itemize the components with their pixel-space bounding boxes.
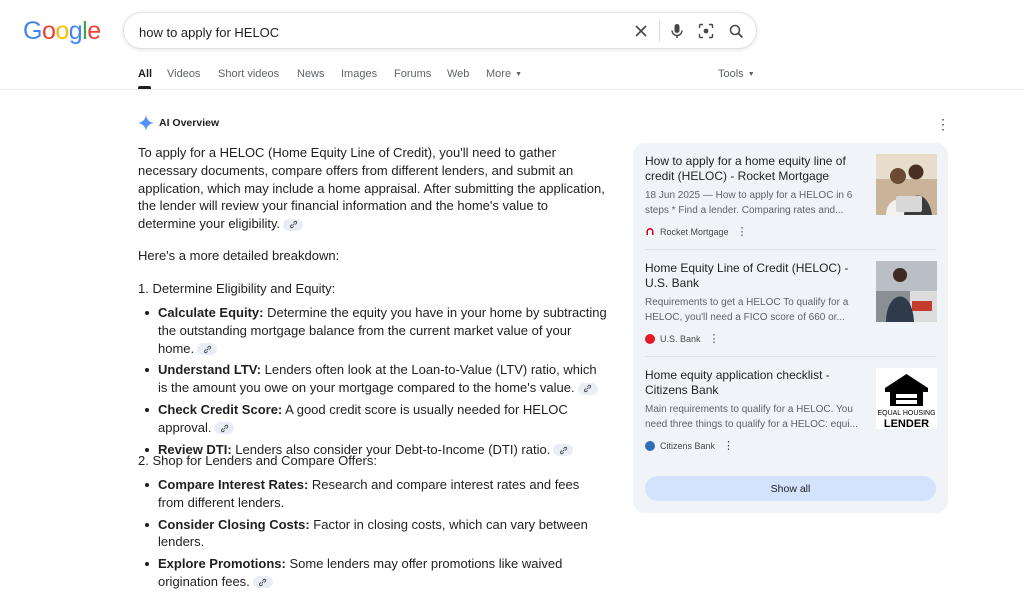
source-card-source (645, 439, 734, 452)
section-heading: 1. Determine Eligibility and Equity: (138, 281, 336, 296)
list-item-text: Determine the equity you have in your home by subtracting the outstanding mortgage balance from the current market value of your home. (158, 305, 607, 356)
more-options-icon[interactable]: ⋮ (736, 226, 748, 238)
section-2-list (138, 476, 608, 595)
rocket-mortgage-favicon (645, 227, 655, 237)
logo-letter: e (87, 17, 101, 45)
sources-panel (633, 143, 948, 513)
source-name: Citizens Bank (660, 440, 716, 451)
section-heading: 2. Shop for Lenders and Compare Offers: (138, 453, 377, 468)
google-logo[interactable] (23, 17, 101, 45)
logo-letter: l (82, 17, 88, 45)
show-all-button[interactable]: Show all (645, 476, 936, 501)
logo-letter: o (55, 17, 69, 45)
search-box[interactable] (123, 12, 757, 49)
source-card-snippet: Requirements to get a HELOC To qualify for a HELOC, you'll need a FICO score of 660 or... (645, 297, 849, 323)
link-icon[interactable] (553, 444, 573, 456)
more-options-icon[interactable]: ⋮ (723, 440, 735, 452)
logo-letter: g (68, 17, 83, 45)
tab-news[interactable]: News (297, 68, 325, 80)
search-divider (659, 21, 660, 42)
source-card-title[interactable]: Home equity application checklist - Citizens Bank (645, 368, 830, 397)
tools-label: Tools (718, 68, 744, 80)
list-item (138, 476, 608, 512)
link-icon[interactable] (578, 383, 598, 395)
ai-intro (138, 144, 608, 233)
ai-overview-label: AI Overview (159, 117, 220, 129)
ai-overview-content (138, 144, 608, 589)
list-item (138, 516, 608, 552)
source-card-snippet: 18 Jun 2025 — How to apply for a HELOC in 6 steps * Find a lender. Comparing rates and... (645, 190, 853, 216)
logo-letter: o (41, 17, 56, 45)
link-icon[interactable] (253, 576, 273, 588)
source-card[interactable] (645, 357, 936, 457)
caret-down-icon: ▼ (515, 71, 522, 78)
tab-all[interactable]: All (138, 68, 153, 80)
link-icon[interactable] (214, 422, 234, 434)
list-item-text: Lenders also consider your Debt-to-Income (DTI) ratio. (231, 441, 551, 457)
list-item-term: Review DTI: (158, 441, 232, 457)
section-1-list (138, 304, 608, 462)
list-item (138, 361, 608, 397)
ai-intro-text: To apply for a HELOC (Home Equity Line of Credit), you'll need to gather necessary documents, compare offers from different lenders, and submit an application, which may include a home appraisal. After submitting the application, the lender will review your financial information and the home's value to determine your eligibility. (138, 145, 605, 232)
more-options-icon[interactable]: ⋮ (936, 116, 950, 132)
search-input[interactable] (139, 22, 619, 42)
list-item (138, 401, 608, 437)
gemini-sparkle-icon (138, 115, 154, 131)
source-card-title[interactable]: Home Equity Line of Credit (HELOC) - U.S. Bank (645, 261, 849, 290)
list-item-term: Compare Interest Rates: (158, 477, 309, 492)
list-item-text: A good credit score is usually needed for HELOC approval. (158, 401, 568, 435)
us-bank-favicon (645, 334, 655, 344)
logo-letter: G (23, 17, 42, 45)
source-name: U.S. Bank (660, 333, 701, 344)
list-item-term: Explore Promotions: (158, 556, 286, 572)
tab-videos[interactable]: Videos (167, 68, 201, 80)
list-item-text: Some lenders may offer promotions like waived origination fees. (158, 556, 563, 589)
list-item-text: Lenders often look at the Loan-to-Value (LTV) ratio, which is the amount you owe on your mortgage compared to the home's value. (158, 362, 597, 396)
source-card-source (645, 332, 720, 345)
source-card-source (645, 225, 748, 238)
ai-overview-header (138, 115, 219, 131)
tab-more-label: More (486, 68, 512, 80)
header-divider (0, 89, 1024, 90)
source-thumbnail[interactable] (876, 261, 937, 322)
ai-breakdown: Here's a more detailed breakdown: (138, 248, 340, 263)
search-icon[interactable] (726, 21, 746, 41)
tab-web[interactable]: Web (447, 68, 470, 80)
microphone-icon[interactable] (667, 21, 687, 41)
list-item-term: Consider Closing Costs: (158, 516, 310, 532)
link-icon[interactable] (197, 343, 217, 355)
lender-text: LENDER (883, 418, 930, 430)
source-card[interactable] (645, 250, 936, 350)
camera-search-icon[interactable] (696, 21, 716, 41)
source-card-title[interactable]: How to apply for a home equity line of credit (HELOC) - Rocket Mortgage (645, 154, 846, 183)
caret-down-icon: ▼ (747, 71, 755, 78)
link-icon[interactable] (283, 219, 303, 231)
equal-housing-lender-logo[interactable] (876, 368, 937, 429)
list-item (138, 304, 608, 357)
tab-short-videos[interactable]: Short videos (218, 68, 280, 80)
tab-images[interactable]: Images (341, 68, 378, 80)
tools-button[interactable] (718, 68, 755, 80)
list-item-term: Calculate Equity: (158, 305, 264, 320)
source-card-snippet: Main requirements to qualify for a HELOC. You need three things to qualify for a HELOC: equi... (645, 404, 858, 430)
source-card[interactable] (645, 143, 936, 243)
equal-housing-text: EQUAL HOUSING (877, 410, 936, 417)
tab-forums[interactable]: Forums (394, 68, 432, 80)
list-item-text: Factor in closing costs, which can vary between lenders. (158, 516, 588, 550)
more-options-icon[interactable]: ⋮ (708, 333, 720, 345)
tab-more[interactable] (486, 68, 522, 80)
google-logo-text (23, 17, 101, 45)
source-thumbnail[interactable] (876, 154, 937, 215)
citizens-bank-favicon (645, 441, 655, 451)
list-item-term: Check Credit Score: (158, 401, 283, 417)
list-item (138, 555, 608, 591)
clear-icon[interactable] (631, 21, 651, 41)
list-item-term: Understand LTV: (158, 362, 262, 378)
list-item-text: Research and compare interest rates and fees from different lenders. (158, 477, 580, 510)
source-name: Rocket Mortgage (660, 226, 729, 237)
